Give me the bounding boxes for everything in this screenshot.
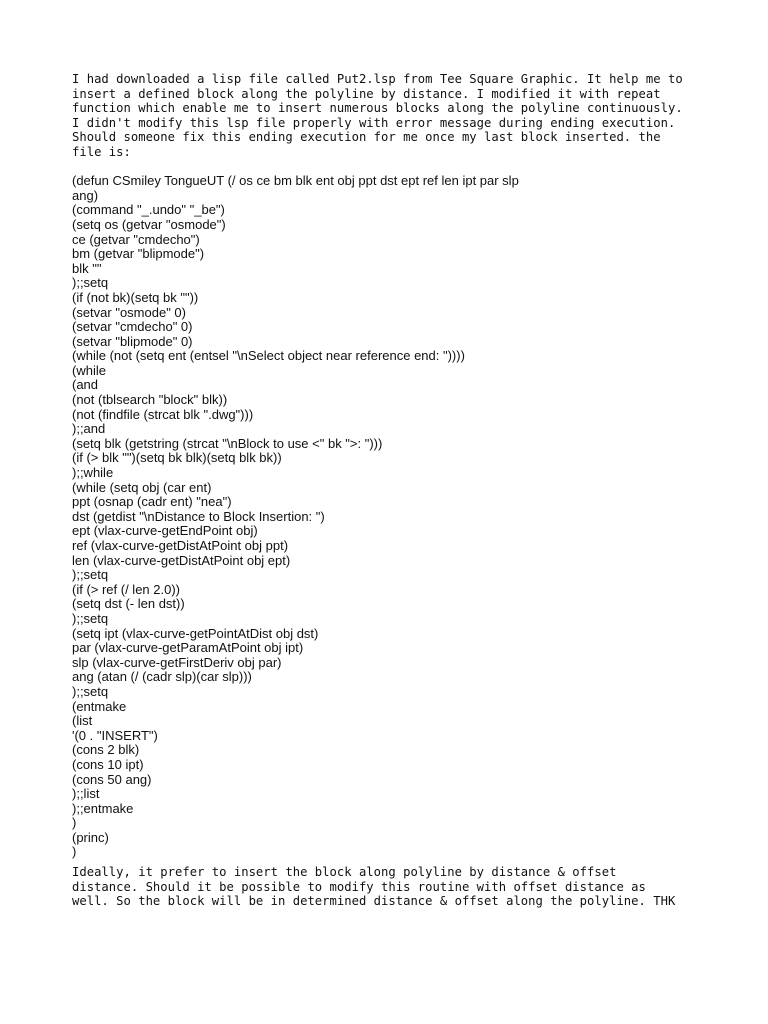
code-line: (and [72, 377, 99, 393]
code-line: (setq dst (- len dst)) [72, 596, 185, 612]
lisp-code-block [72, 174, 712, 860]
code-line: (setvar "osmode" 0) [72, 304, 186, 320]
code-line: );;and [72, 421, 106, 437]
code-line: (if (> ref (/ len 2.0)) [72, 581, 180, 597]
intro-text-line: function which enable me to insert numerous blocks along the polyline continuously. [72, 101, 683, 116]
code-line: (defun CSmiley TongueUT (/ os ce bm blk ent obj ppt dst ept ref len ipt par slp [72, 173, 519, 189]
code-line: ce (getvar "cmdecho") [72, 231, 200, 247]
code-line: (setq os (getvar "osmode") [72, 216, 226, 232]
code-line: );;list [72, 786, 100, 802]
code-line: len (vlax-curve-getDistAtPoint obj ept) [72, 552, 291, 568]
code-line: ppt (osnap (cadr ent) "nea") [72, 494, 232, 510]
intro-text-line: insert a defined block along the polyline by distance. I modified it with repeat [72, 86, 661, 101]
intro-paragraph [72, 72, 712, 160]
code-line: bm (getvar "blipmode") [72, 246, 205, 262]
code-line: );;setq [72, 610, 109, 626]
code-line: (while (setq obj (car ent) [72, 479, 212, 495]
code-line: par (vlax-curve-getParamAtPoint obj ipt) [72, 640, 304, 656]
code-line: (entmake [72, 698, 127, 714]
intro-text-line: Should someone fix this ending execution for me once my last block inserted. the [72, 130, 661, 145]
code-line: );;while [72, 465, 114, 481]
code-line: );;entmake [72, 800, 134, 816]
code-line: (setvar "blipmode" 0) [72, 333, 193, 349]
code-line: );;setq [72, 275, 109, 291]
code-line: (cons 50 ang) [72, 771, 152, 787]
code-line: (princ) [72, 829, 109, 845]
code-line: ang (atan (/ (cadr slp)(car slp))) [72, 669, 252, 685]
code-line: (cons 10 ipt) [72, 756, 144, 772]
intro-text-line: I had downloaded a lisp file called Put2.lsp from Tee Square Graphic. It help me to [72, 72, 683, 86]
document-page [72, 72, 712, 860]
code-line: ref (vlax-curve-getDistAtPoint obj ppt) [72, 538, 289, 553]
code-line: (if (not bk)(setq bk "")) [72, 289, 199, 305]
code-line: );;setq [72, 683, 109, 699]
code-line: (setq ipt (vlax-curve-getPointAtDist obj dst) [72, 625, 319, 641]
code-line: (list [72, 713, 93, 729]
code-line: ) [72, 815, 77, 831]
code-line: (while (not (setq ent (entsel "\nSelect object near reference end: ")))) [72, 348, 465, 364]
code-line: (not (tblsearch "block" blk)) [72, 392, 228, 408]
code-line: dst (getdist "\nDistance to Block Insertion: ") [72, 508, 325, 524]
closing-text-line: Ideally, it prefer to insert the block along polyline by distance & offset [72, 865, 617, 879]
code-line: ang) [72, 187, 99, 203]
code-line: (setq blk (getstring (strcat "\nBlock to use <" bk ">: "))) [72, 435, 383, 451]
code-line: '(0 . "INSERT") [72, 727, 158, 743]
code-line: (command "_.undo" "_be") [72, 202, 225, 218]
code-line: slp (vlax-curve-getFirstDeriv obj par) [72, 654, 282, 670]
code-line: (not (findfile (strcat blk ".dwg"))) [72, 406, 254, 422]
code-line: (setvar "cmdecho" 0) [72, 319, 193, 335]
code-line: (cons 2 blk) [72, 742, 140, 758]
code-line: (while [72, 362, 106, 378]
closing-text-line: distance. Should it be possible to modify this routine with offset distance as [72, 879, 646, 894]
code-line: (if (> blk "")(setq bk blk)(setq blk bk)) [72, 450, 282, 466]
closing-text-line: well. So the block will be in determined distance & offset along the polyline. THK [72, 894, 676, 909]
code-line: );;setq [72, 567, 109, 583]
code-line: blk "" [72, 260, 102, 276]
intro-text-line: I didn't modify this lsp file properly with error message during ending execution. [72, 115, 676, 130]
code-line: ept (vlax-curve-getEndPoint obj) [72, 523, 258, 539]
intro-text-line: file is: [72, 144, 131, 159]
code-line: ) [72, 844, 77, 860]
closing-paragraph [72, 865, 712, 909]
